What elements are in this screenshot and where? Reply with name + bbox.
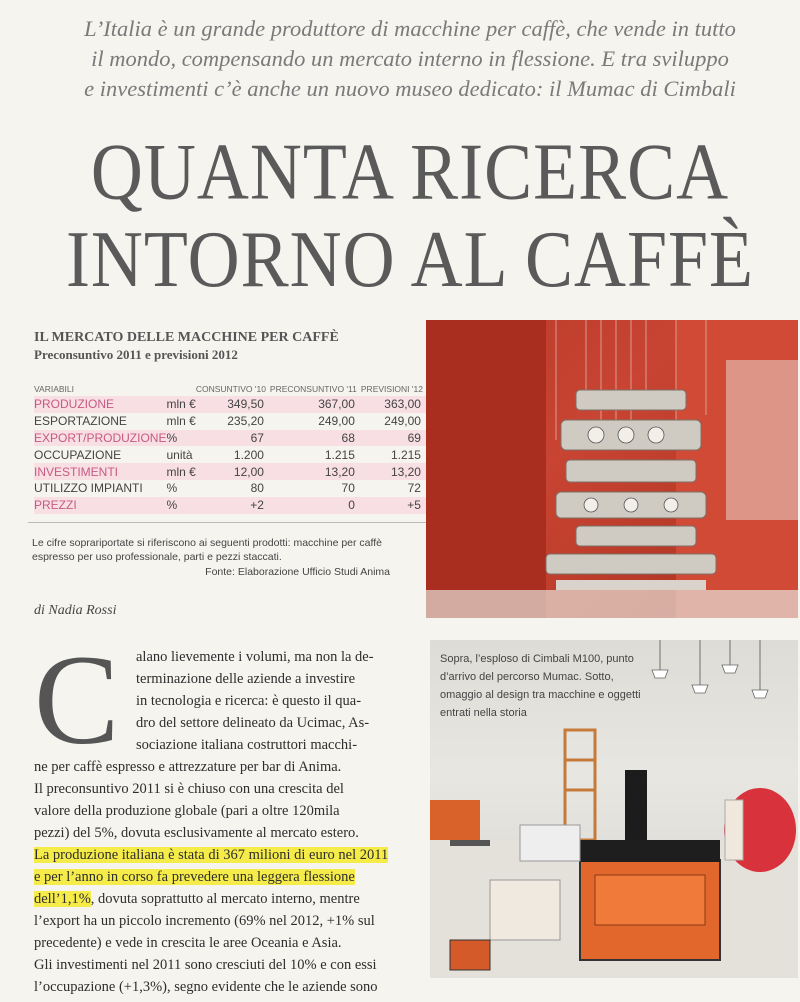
cell-value-previsioni-12: 13,20 <box>361 463 427 480</box>
cell-unit: mln € <box>166 397 196 412</box>
cell-value-previsioni-12: 363,00 <box>361 396 427 413</box>
table-row <box>34 396 488 413</box>
body-line: ne per caffè espresso e attrezzature per bar di Anima. <box>34 759 342 775</box>
photo-caption: Sopra, l’esploso di Cimbali M100, punto d’arrivo del percorso Mumac. Sotto, omaggio al design tra macchine e oggetti entrati nella storia <box>440 653 641 719</box>
body-line: in tecnologia e ricerca: è questo il qua- <box>136 693 362 709</box>
highlight: dell’1,1% <box>34 891 91 907</box>
column-header <box>166 382 195 396</box>
body-line: terminazione delle aziende a investire <box>136 671 356 687</box>
cell-value-consuntivo-10: +2 <box>196 497 270 514</box>
table-header-row <box>34 382 488 396</box>
body-line: Il preconsuntivo 2011 si è chiuso con una crescita del <box>34 781 344 797</box>
cell-name: PREZZI <box>34 497 166 514</box>
cell-name: UTILIZZO IMPIANTI <box>34 481 143 496</box>
table-title: IL MERCATO DELLE MACCHINE PER CAFFÈ <box>34 330 339 345</box>
cell-value-previsioni-12: 72 <box>407 481 421 496</box>
headline-line: INTORNO AL CAFFÈ <box>65 214 755 304</box>
cell-name: INVESTIMENTI <box>34 463 166 480</box>
table-source: Fonte: Elaborazione Ufficio Studi Anima <box>205 566 390 578</box>
table-row <box>34 463 488 480</box>
intro-paragraph <box>50 14 770 104</box>
column-header: PREVISIONI '12 <box>360 384 423 394</box>
cell-value-preconsuntivo-11: 70 <box>341 481 355 496</box>
cell-value-previsioni-12: +5 <box>361 497 427 514</box>
intro-line: e investimenti c’è anche un nuovo museo dedicato: il Mumac di Cimbali <box>84 76 736 101</box>
cell-value-preconsuntivo-11: 68 <box>270 430 361 447</box>
cell-name: EXPORT/PRODUZIONE <box>34 430 167 445</box>
cell-name: OCCUPAZIONE <box>34 447 122 462</box>
headline-line: QUANTA RICERCA <box>90 126 730 217</box>
cell-value-previsioni-12: 249,00 <box>384 414 421 429</box>
body-line: l’occupazione (+1,3%), segno evidente che le aziende sono <box>34 979 378 995</box>
cell-unit: % <box>166 430 195 447</box>
cell-unit: unità <box>166 447 193 462</box>
cell-value-previsioni-12: 69 <box>361 430 427 447</box>
photo-exploded-machine <box>426 320 798 618</box>
body-line <box>34 888 360 910</box>
cell-name: PRODUZIONE <box>34 396 166 413</box>
column-header: PRECONSUNTIVO '11 <box>269 384 357 394</box>
cell-value-consuntivo-10: 1.200 <box>233 447 264 462</box>
body-text: , dovuta soprattutto al mercato interno, mentre <box>90 891 360 907</box>
author-byline: di Nadia Rossi <box>34 603 117 618</box>
cell-value-preconsuntivo-11: 367,00 <box>270 396 361 413</box>
cell-value-preconsuntivo-11: 249,00 <box>318 414 355 429</box>
body-line: pezzi) del 5%, dovuta esclusivamente al mercato estero. <box>34 825 359 841</box>
market-table-container <box>28 372 426 523</box>
cell-name: ESPORTAZIONE <box>34 414 127 429</box>
cell-value-consuntivo-10: 80 <box>250 481 264 496</box>
highlighted-line <box>34 844 388 866</box>
intro-line: il mondo, compensando un mercato interno in flessione. E tra sviluppo <box>91 46 729 71</box>
column-header: CONSUNTIVO '10 <box>195 384 266 394</box>
cell-value-consuntivo-10: 12,00 <box>196 463 270 480</box>
table-row <box>34 430 488 447</box>
market-table <box>34 382 488 514</box>
intro-line: L’Italia è un grande produttore di macchine per caffè, che vende in tutto <box>84 16 736 41</box>
cell-value-previsioni-12: 1.215 <box>390 447 421 462</box>
body-line: Gli investimenti nel 2011 sono cresciuti del 10% e con essi <box>34 957 377 973</box>
table-note: Le cifre soprariportate si riferiscono ai seguenti prodotti: macchine per caffè espresso per uso professionale, parti e pezzi staccati. <box>32 537 382 563</box>
exploded-machine-illustration <box>426 320 798 618</box>
cell-value-consuntivo-10: 349,50 <box>196 396 270 413</box>
table-subtitle: Preconsuntivo 2011 e previsioni 2012 <box>34 347 238 362</box>
highlight: La produzione italiana è stata di 367 milioni di euro nel 2011 <box>34 847 389 863</box>
table-row <box>34 497 488 514</box>
drop-cap: C <box>34 629 120 771</box>
table-row <box>34 480 488 497</box>
cell-value-consuntivo-10: 67 <box>196 430 270 447</box>
cell-unit: % <box>166 481 178 496</box>
body-line: alano lievemente i volumi, ma non la de- <box>136 649 374 665</box>
body-line: dro del settore delineato da Ucimac, As- <box>136 715 370 731</box>
highlighted-line <box>34 866 355 888</box>
table-row <box>34 446 488 463</box>
cell-value-preconsuntivo-11: 0 <box>270 497 361 514</box>
body-line: precedente) e vede in crescita le aree Oceania e Asia. <box>34 935 342 951</box>
table-row <box>34 413 488 430</box>
cell-value-consuntivo-10: 235,20 <box>227 414 264 429</box>
column-header: VARIABILI <box>34 384 74 394</box>
cell-unit: mln € <box>166 414 196 429</box>
cell-value-preconsuntivo-11: 13,20 <box>270 463 361 480</box>
cell-unit: mln € <box>166 464 196 479</box>
body-line: valore della produzione globale (pari a oltre 120mila <box>34 803 340 819</box>
article-headline <box>20 128 800 303</box>
highlight: e per l’anno in corso fa prevedere una leggera flessione <box>34 869 355 885</box>
body-line: sociazione italiana costruttori macchi- <box>136 737 358 753</box>
body-line: l’export ha un piccolo incremento (69% nel 2012, +1% sul <box>34 913 375 929</box>
cell-value-preconsuntivo-11: 1.215 <box>324 447 355 462</box>
cell-unit: % <box>166 497 195 514</box>
